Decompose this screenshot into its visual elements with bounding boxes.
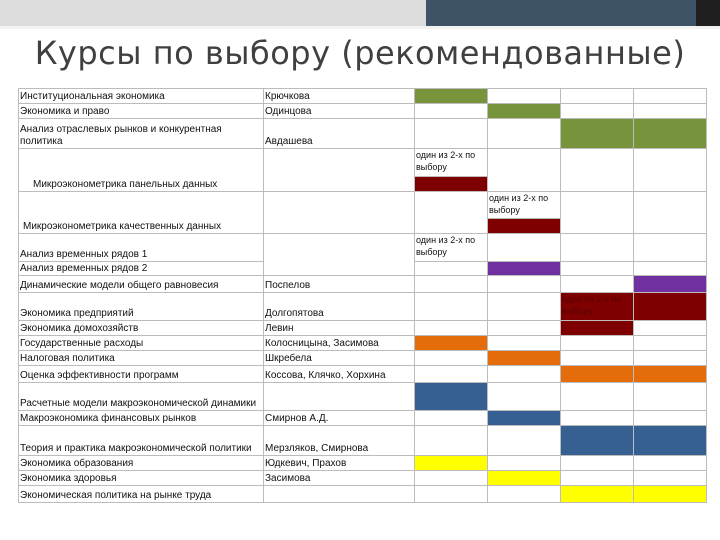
schedule-cell [415, 192, 488, 234]
choice-note: один из 2-х по выбору [415, 149, 488, 177]
schedule-cell [415, 119, 488, 149]
schedule-cell [488, 119, 561, 149]
course-name: Микроэконометрика качественных данных [19, 192, 264, 234]
schedule-cell [415, 366, 488, 383]
table-row [19, 276, 707, 293]
schedule-cell [488, 411, 561, 426]
schedule-cell [561, 104, 634, 119]
course-name: Анализ временных рядов 2 [19, 262, 264, 276]
schedule-cell [488, 234, 561, 262]
schedule-cell [561, 471, 634, 486]
course-teacher: Долгопятова [264, 293, 415, 321]
schedule-cell [415, 262, 488, 276]
schedule-cell [415, 104, 488, 119]
schedule-cell [634, 104, 707, 119]
table-row [19, 336, 707, 351]
table-row [19, 89, 707, 104]
schedule-cell [561, 192, 634, 234]
schedule-cell [415, 486, 488, 503]
slide-title: Курсы по выбору (рекомендованные) [34, 34, 686, 72]
schedule-cell [488, 366, 561, 383]
schedule-cell [634, 486, 707, 503]
schedule-cell [561, 426, 634, 456]
course-teacher: Мерзляков, Смирнова [264, 426, 415, 456]
top-bar-light-segment [0, 0, 426, 26]
choice-note: один из 2-х по выбору [415, 234, 488, 262]
schedule-cell [488, 351, 561, 366]
course-teacher [264, 149, 415, 192]
schedule-cell [561, 351, 634, 366]
course-teacher [264, 383, 415, 411]
schedule-cell [634, 149, 707, 192]
schedule-cell [415, 383, 488, 411]
table-row [19, 351, 707, 366]
top-bar-dark-segment [696, 0, 720, 26]
course-name: Расчетные модели макроэкономической динамики [19, 383, 264, 411]
schedule-cell [561, 486, 634, 503]
schedule-cell [415, 426, 488, 456]
schedule-cell [561, 383, 634, 411]
schedule-cell [415, 471, 488, 486]
schedule-cell [488, 89, 561, 104]
schedule-cell [634, 192, 707, 234]
table-row [19, 149, 707, 177]
schedule-cell [561, 336, 634, 351]
course-teacher [264, 486, 415, 503]
course-name: Анализ временных рядов 1 [19, 234, 264, 262]
table-row [19, 471, 707, 486]
schedule-cell [634, 321, 707, 336]
table-row [19, 119, 707, 149]
schedule-cell [561, 366, 634, 383]
courses-table [18, 88, 707, 503]
schedule-cell [634, 119, 707, 149]
schedule-cell [634, 471, 707, 486]
course-teacher: Левин [264, 321, 415, 336]
course-name: Экономическая политика на рынке труда [19, 486, 264, 503]
table-row [19, 293, 707, 321]
table-row [19, 383, 707, 411]
schedule-cell [561, 276, 634, 293]
schedule-cell [415, 411, 488, 426]
schedule-cell [415, 177, 488, 192]
course-name: Экономика и право [19, 104, 264, 119]
schedule-cell [415, 336, 488, 351]
schedule-cell [561, 262, 634, 276]
schedule-cell [561, 234, 634, 262]
schedule-cell [415, 456, 488, 471]
schedule-cell [634, 351, 707, 366]
schedule-cell [634, 262, 707, 276]
course-name: Налоговая политика [19, 351, 264, 366]
schedule-cell [561, 119, 634, 149]
schedule-cell [634, 456, 707, 471]
schedule-cell [415, 276, 488, 293]
course-name: Экономика домохозяйств [19, 321, 264, 336]
top-bar-slate-segment [426, 0, 696, 26]
course-teacher: Юдкевич, Прахов [264, 456, 415, 471]
course-teacher [264, 234, 415, 276]
schedule-cell [488, 321, 561, 336]
schedule-cell [634, 276, 707, 293]
schedule-cell [488, 336, 561, 351]
table-row [19, 411, 707, 426]
schedule-cell [634, 234, 707, 262]
schedule-cell [415, 293, 488, 321]
schedule-cell [415, 89, 488, 104]
course-name: Теория и практика макроэкономической политики [19, 426, 264, 456]
course-teacher: Авдашева [264, 119, 415, 149]
course-teacher: Коссова, Клячко, Хорхина [264, 366, 415, 383]
top-decor-bar [0, 0, 720, 26]
schedule-cell [488, 276, 561, 293]
schedule-cell [634, 383, 707, 411]
schedule-cell [561, 149, 634, 192]
schedule-cell [488, 471, 561, 486]
schedule-cell [561, 321, 634, 336]
schedule-cell [488, 149, 561, 192]
schedule-cell [634, 411, 707, 426]
course-name: Экономика предприятий [19, 293, 264, 321]
course-name: Микроэконометрика панельных данных [19, 149, 264, 192]
schedule-cell [415, 351, 488, 366]
table-row [19, 456, 707, 471]
schedule-cell [488, 456, 561, 471]
choice-note: один из 2-х по выбору [561, 293, 634, 321]
table-row [19, 192, 707, 219]
course-teacher: Колосницына, Засимова [264, 336, 415, 351]
schedule-cell [488, 219, 561, 234]
table-row [19, 104, 707, 119]
schedule-cell [488, 262, 561, 276]
course-teacher: Шкребела [264, 351, 415, 366]
course-name: Институциональная экономика [19, 89, 264, 104]
course-teacher [264, 192, 415, 234]
schedule-cell [634, 336, 707, 351]
table-row [19, 366, 707, 383]
schedule-cell [488, 293, 561, 321]
course-name: Макроэкономика финансовых рынков [19, 411, 264, 426]
schedule-cell [488, 104, 561, 119]
course-teacher: Крючкова [264, 89, 415, 104]
table-row [19, 321, 707, 336]
table-row [19, 486, 707, 503]
schedule-cell [634, 426, 707, 456]
schedule-cell [488, 383, 561, 411]
schedule-cell [634, 366, 707, 383]
course-teacher: Одинцова [264, 104, 415, 119]
table-row [19, 234, 707, 262]
schedule-cell [634, 89, 707, 104]
course-teacher: Смирнов А.Д. [264, 411, 415, 426]
schedule-cell [488, 426, 561, 456]
table-row [19, 426, 707, 456]
schedule-cell [634, 293, 707, 321]
course-name: Оценка эффективности программ [19, 366, 264, 383]
course-name: Экономика здоровья [19, 471, 264, 486]
course-name: Динамические модели общего равновесия [19, 276, 264, 293]
schedule-cell [561, 411, 634, 426]
schedule-cell [561, 456, 634, 471]
course-name: Экономика образования [19, 456, 264, 471]
course-teacher: Засимова [264, 471, 415, 486]
course-name: Анализ отраслевых рынков и конкурентная политика [19, 119, 264, 149]
course-name: Государственные расходы [19, 336, 264, 351]
top-divider [0, 26, 720, 29]
course-teacher: Поспелов [264, 276, 415, 293]
choice-note: один из 2-х по выбору [488, 192, 561, 219]
schedule-cell [415, 321, 488, 336]
schedule-cell [488, 486, 561, 503]
schedule-cell [561, 89, 634, 104]
